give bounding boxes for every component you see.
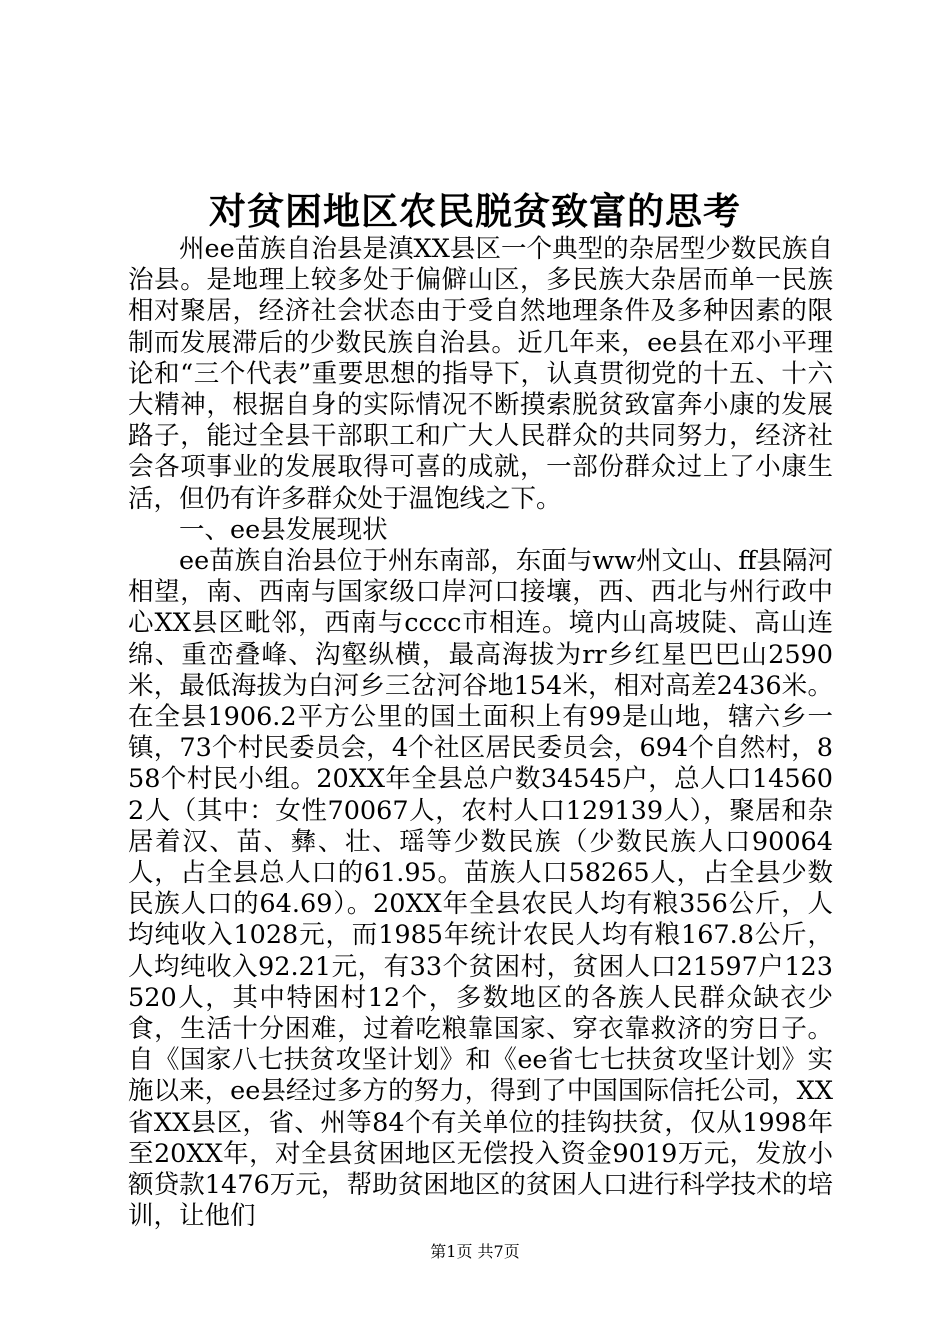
paragraph-intro: 州ee苗族自治县是滇XX县区一个典型的杂居型少数民族自治县。是地理上较多处于偏僻山区，多民族大杂居而单一民族相对聚居，经济社会状态由于受自然地理条件及多种因素的限制而发展滞后的少数民族自治县。近几年来，ee县在邓小平理论和“三个代表”重要思想的指导下，认真贯彻党的十五、十六大精神，根据自身的实际情况不断摸索脱贫致富奔小康的发展路子，能过全县干部职工和广大人民群众的共同努力，经济社会各项事业的发展取得可喜的成就，一部份群众过上了小康生活，但仍有许多群众处于温饱线之下。: [128, 234, 833, 514]
section-heading-1: 一、ee县发展现状: [179, 514, 388, 545]
document-title: 对贫困地区农民脱贫致富的思考: [209, 189, 741, 233]
paragraph-status: ee苗族自治县位于州东南部，东面与ww州文山、ff县隔河相望，南、西南与国家级口岸河口接壤，西、西北与州行政中心XX县区毗邻，西南与cccc市相连。境内山高坡陡、高山连绵、重峦叠峰、沟壑纵横，最高海拔为rr乡红星巴巴山2590米，最低海拔为白河乡三岔河谷地154米，相对高差2436米。在全县1906.2平方公里的国土面积上有99是山地，辖六乡一镇，73个村民委员会，4个社区居民委员会，694个自然村，858个村民小组。20XX年全县总户数34545户，总人口145602人（其中：女性70067人，农村人口129139人），聚居和杂居着汉、苗、彝、壮、瑶等少数民族（少数民族人口90064人，占全县总人口的61.95。苗族人口58265人，占全县少数民族人口的64.69）。20XX年全县农民人均有粮356公斤，人均纯收入1028元，而1985年统计农民人均有粮167.8公斤，人均纯收入92.21元，有33个贫困村，贫困人口21597户123520人，其中特困村12个，多数地区的各族人民群众缺衣少食，生活十分困难，过着吃粮靠国家、穿衣靠救济的穷日子。自《国家八七扶贫攻坚计划》和《ee省七七扶贫攻坚计划》实施以来，ee县经过多方的努力，得到了中国国际信托公司，XX省XX县区，省、州等84个有关单位的挂钩扶贫，仅从1998年至20XX年，对全县贫困地区无偿投入资金9019万元，发放小额贷款1476万元，帮助贫困地区的贫困人口进行科学技术的培训，让他们: [128, 546, 833, 1232]
page-footer: 第1页 共7页: [430, 1242, 520, 1261]
document-body: [128, 234, 833, 1233]
